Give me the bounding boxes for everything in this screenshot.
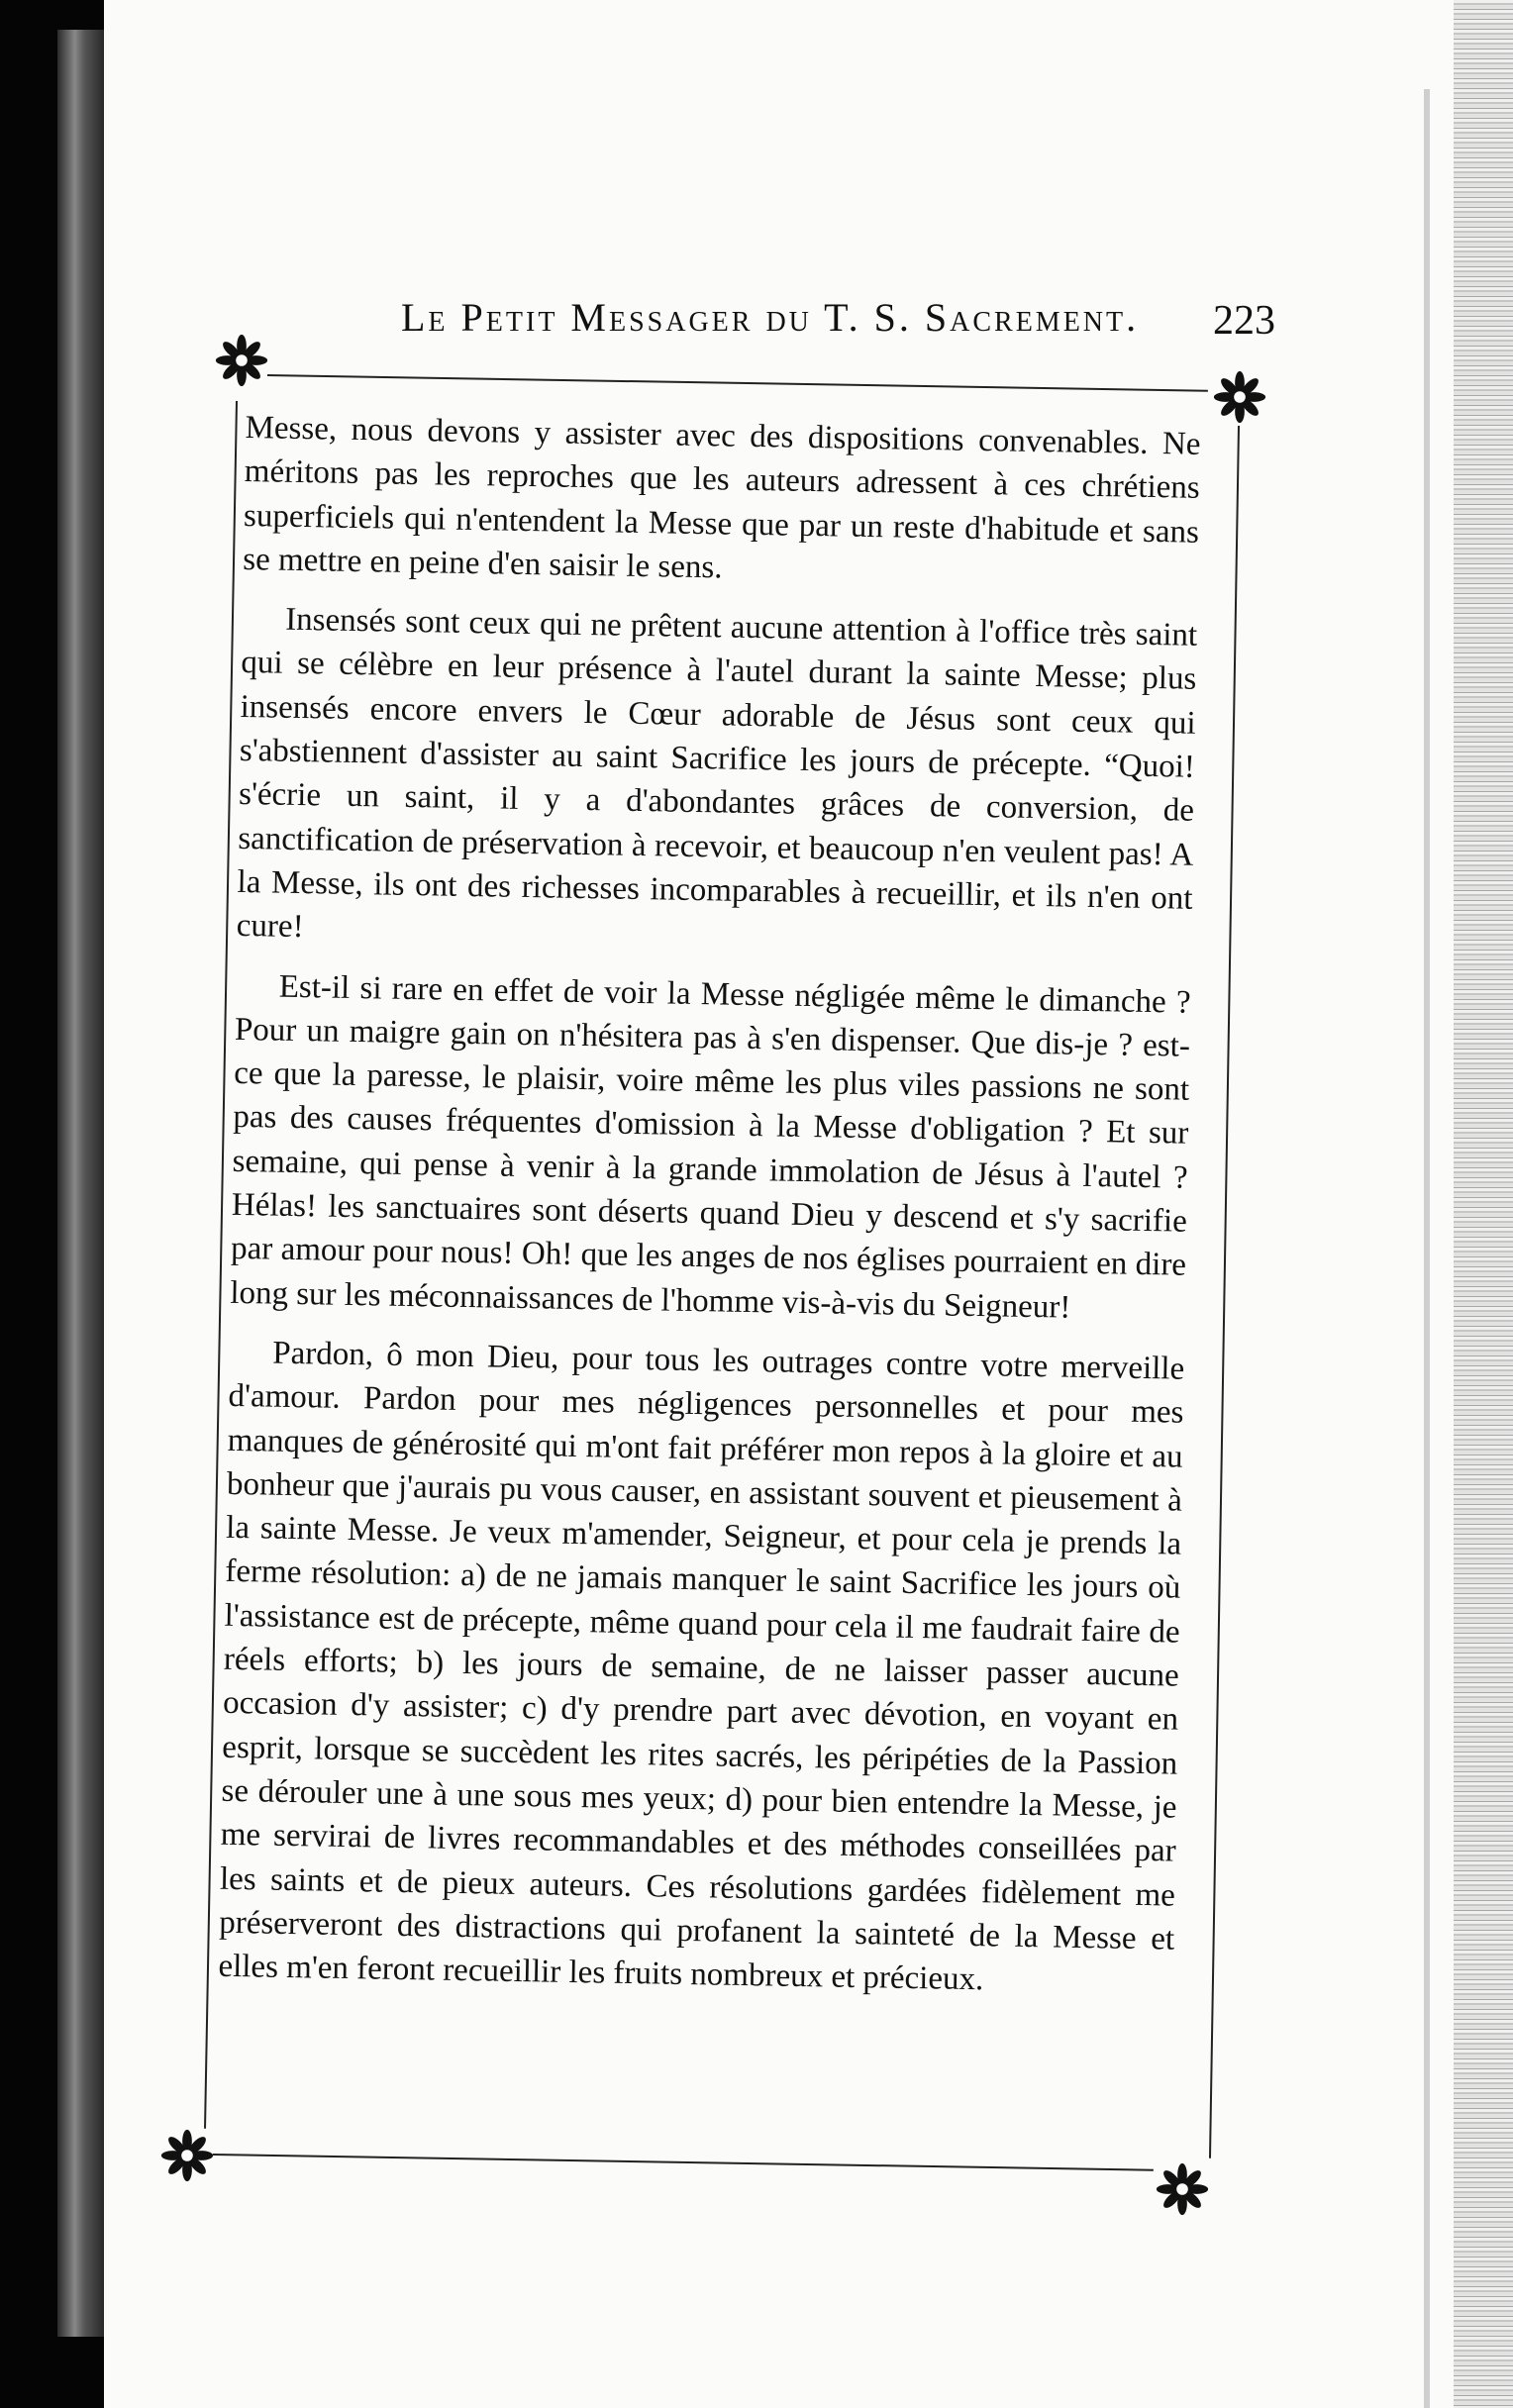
running-title: Le Petit Messager du T. S. Sacrement. bbox=[401, 295, 1140, 340]
facing-page-edge bbox=[57, 30, 107, 2337]
page-number: 223 bbox=[1213, 298, 1275, 344]
ornament-top-left-icon bbox=[213, 332, 270, 389]
ornament-top-right-icon bbox=[1211, 368, 1268, 426]
page-stack-edge bbox=[1454, 0, 1513, 2408]
ornament-bottom-left-icon bbox=[158, 2127, 216, 2184]
paragraph: Messe, nous devons y assister avec des dispositions convenables. Ne méritons pas les reproches que les auteurs adressent à ces chrétiens superficiels qui n'entendent la Messe que par un reste d'habitude et sans se mettre en peine d'en saisir le sens. bbox=[242, 409, 1201, 586]
ornament-bottom-right-icon bbox=[1154, 2160, 1211, 2218]
paragraph: Est-il si rare en effet de voir la Messe négligée même le dimanche ? Pour un maigre gain on n'hésitera pas à s'en dispenser. Que dis-je ? est-ce que la paresse, le plaisir, voire même les plus viles passions ne sont pas des causes fréquentes d'omission à la Messe d'obligation ? Et sur semaine, qui pense à venir à la grande immolation de Jésus à l'autel ? Hélas! les sanctuaires sont déserts quand Dieu y descend et s'y sacrifie par amour pour nous! Oh! que les anges de nos églises pourraient en dire long sur les méconnaissances de l'homme vis-à-vis du Seigneur! bbox=[230, 968, 1191, 1326]
paragraph: Pardon, ô mon Dieu, pour tous les outrages contre votre merveille d'amour. Pardon pour mes négligences personnelles et pour mes manques de générosité qui m'ont fait préférer mon repos à la gloire et au bonheur que j'aurais pu vous causer, en assistant souvent et pieusement à la sainte Messe. Je veux m'amender, Seigneur, et pour cela je prends la ferme résolution: a) de ne jamais manquer le saint Sacrifice les jours où l'assistance est de précepte, même quand pour cela il me faudrait faire de réels efforts; b) les jours de semaine, de ne laisser passer aucune occasion d'y assister; c) d'y prendre part avec dévotion, en voyant en esprit, lorsque se succèdent les rites sacrés, les péripéties de la Passion se dérouler une à une sous mes yeux; d) pour bien entendre la Messe, je me servirai de livres recommandables et des méthodes conseillées par les saints et de pieux auteurs. Ces résolutions gardées fidèlement me préserveront des distractions qui profanent la sainteté de la Messe et elles m'en feront recueillir les fruits nombreux et précieux. bbox=[218, 1335, 1185, 1998]
paragraph: Insensés sont ceux qui ne prêtent aucune attention à l'office très saint qui se célèbre en leur présence à l'autel durant la sainte Messe; plus insensés encore envers le Cœur adorable de Jésus sont ceux qui s'abstiennent d'assister au saint Sacrifice les jours de précepte. “Quoi! s'écrie un saint, il y a d'abondantes grâces de conversion, de sanctification de préservation à recevoir, et beaucoup n'en veulent pas! A la Messe, ils ont des richesses incomparables à recueillir, et ils n'en ont cure! bbox=[236, 601, 1198, 946]
body-text bbox=[218, 406, 1201, 2021]
page-fold-line bbox=[1424, 89, 1430, 2408]
